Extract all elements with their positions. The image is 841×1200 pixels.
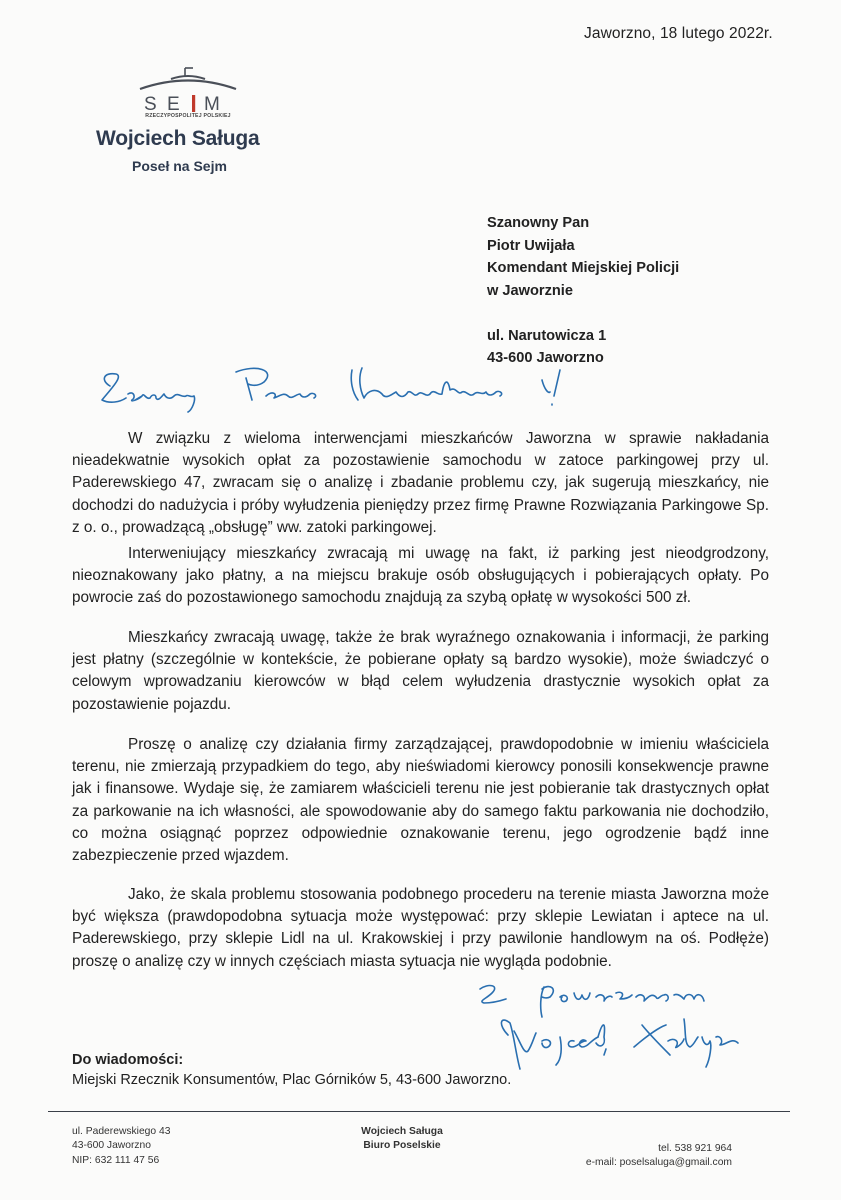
footer-street: ul. Paderewskiego 43 [72,1126,171,1137]
body-paragraph-2: Interweniujący mieszkańcy zwracają mi uwagę na fakt, iż parking jest nieodgrodzony, nieoznakowany jako płatny, a na miejscu brakuje osób obsługujących i pobierających opłaty. Po powrocie zaś do pozostawionego samochodu znajdują za szybą opłatę w wysokości 500 zł. [72,545,769,607]
sejm-dome-icon [138,62,238,114]
footer-office-name: Wojciech Saługa [361,1126,443,1137]
body-paragraph-1: W związku z wieloma interwencjami mieszkańców Jaworzna w sprawie nakładania nieadekwatnie wysokich opłat za pozostawienie samochodu w zatoce parkingowej przy ul. Paderewskiego 47, zwracam się o analizę i zbadanie problemu czy, jak sugerują mieszkańcy, nie dochodzi do nadużycia i próby wyłudzenia pieniędzy przez firmę Prawne Rozwiązania Parkingowe Sp. z o. o., prowadzącą „obsługę” ww. zatoki parkingowej. [72,430,769,536]
footer-office [340,1125,464,1154]
svg-text:S: S [144,94,157,114]
footer-contact [540,1142,732,1171]
footer-address [72,1125,170,1168]
recipient-block [487,212,679,370]
svg-text:E: E [167,94,180,114]
sender-name: Wojciech Saługa [96,127,260,150]
footer-divider [48,1111,790,1112]
body-paragraph-4: Proszę o analizę czy działania firmy zarządzającej, prawdopodobnie w imieniu właściciela terenu, nie zmierzają przypadkiem do tego, aby nieświadomi kierowcy ponosili konsekwencje prawne jak i finansowe. Wydaje się, że zamiarem właścicieli terenu nie jest pobieranie tak drastycznych opłat za parkowanie na ich własności, ale spowodowanie aby do samego faktu parkowania nie dochodziło, co można osiągnąć poprzez odpowiednie oznakowanie terenu, jego ogrodzenie bądź inne zabezpieczenie przed wjazdem. [72,736,769,865]
svg-text:M: M [204,94,220,114]
recipient-street: ul. Narutowicza 1 [487,327,607,344]
body-paragraph-3: Mieszkańcy zwracają uwagę, także że brak wyraźnego oznakowania i informacji, że parking jest płatny (szczególnie w kontekście, że pobierane opłaty są bardzo wysokie), może świadczyć o celowym wprowadzaniu kierowców w błąd celem wyłudzenia drastycznie wysokich opłat za pozostawienie pojazdu. [72,629,769,713]
footer-phone: tel. 538 921 964 [658,1143,732,1154]
cc-recipient: Miejski Rzecznik Konsumentów, Plac Górników 5, 43-600 Jaworzno. [72,1072,512,1088]
footer-nip: NIP: 632 111 47 56 [72,1154,160,1166]
recipient-city: w Jaworznie [487,282,573,299]
signature-icon [470,975,760,1075]
recipient-postal: 43-600 Jaworzno [487,350,604,366]
footer-postal: 43-600 Jaworzno [72,1140,151,1152]
handwritten-signature-block [470,975,760,1080]
recipient-name: Piotr Uwijała [487,237,575,254]
body-paragraph-5: Jako, że skala problemu stosowania podobnego procederu na terenie miasta Jaworzna może być większa (prawdopodobna sytuacja może występować: przy sklepie Lewiatan i aptece na ul. Paderewskiego, przy sklepie Lidl na ul. Krakowskiej i przy pawilonie handlowym na oś. Podłęże) proszę o analizę czy w innych częściach miasta sytuacja nie wygląda podobnie. [72,886,769,970]
recipient-salutation: Szanowny Pan [487,215,590,231]
footer-office-label: Biuro Poselskie [363,1140,441,1152]
handwriting-greeting-icon [96,360,616,420]
handwritten-greeting [96,360,616,425]
sender-title: Poseł na Sejm [132,158,227,174]
letter-date: Jaworzno, 18 lutego 2022r. [584,25,773,42]
recipient-position: Komendant Miejskiej Policji [487,260,680,276]
footer-email: e-mail: poselsaluga@gmail.com [585,1157,732,1169]
sejm-logo-subtitle: RZECZYPOSPOLITEJ POLSKIEJ [145,113,231,119]
cc-title: Do wiadomości: [72,1052,184,1068]
